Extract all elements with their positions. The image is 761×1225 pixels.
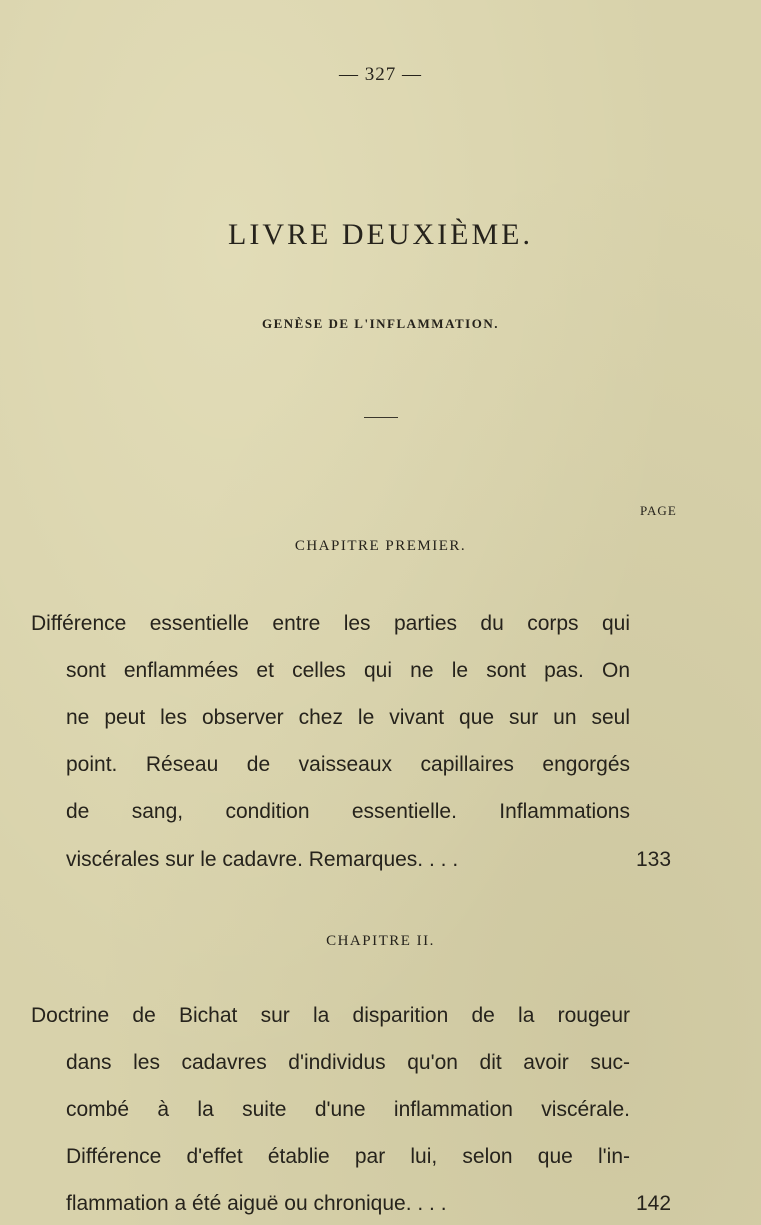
entry-line: combé à la suite d'une inflammation viscérale. — [66, 1098, 630, 1121]
entry-line: de sang, condition essentielle. Inflammations — [66, 800, 630, 823]
entry-line: point. Réseau de vaisseaux capillaires engorgés — [66, 753, 630, 776]
chapter-heading: CHAPITRE PREMIER. — [294, 538, 467, 554]
chapter-heading: CHAPITRE II. — [326, 933, 435, 949]
book-title: LIVRE DEUXIÈME. — [228, 218, 533, 251]
entry-line: sont enflammées et celles qui ne le sont pas. On — [66, 659, 630, 682]
section-subtitle: GENÈSE DE L'INFLAMMATION. — [262, 316, 499, 331]
page-number: — 327 — — [339, 64, 422, 85]
entry-line: Différence essentielle entre les parties du corps qui — [31, 612, 630, 635]
entry-line: flammation a été aiguë ou chronique. . . . — [66, 1192, 447, 1215]
entry-line: ne peut les observer chez le vivant que sur un seul — [66, 706, 630, 729]
entry-line: Doctrine de Bichat sur la disparition de la rougeur — [31, 1004, 630, 1027]
page-reference: 133 — [636, 848, 672, 871]
page-column-label: PAGE — [640, 503, 677, 518]
page-reference: 142 — [636, 1192, 672, 1215]
entry-line: dans les cadavres d'individus qu'on dit avoir suc- — [66, 1051, 630, 1074]
entry-line: Différence d'effet établie par lui, selon que l'in- — [66, 1145, 630, 1168]
entry-line: viscérales sur le cadavre. Remarques. . . . — [66, 848, 459, 871]
divider-rule — [364, 417, 398, 418]
